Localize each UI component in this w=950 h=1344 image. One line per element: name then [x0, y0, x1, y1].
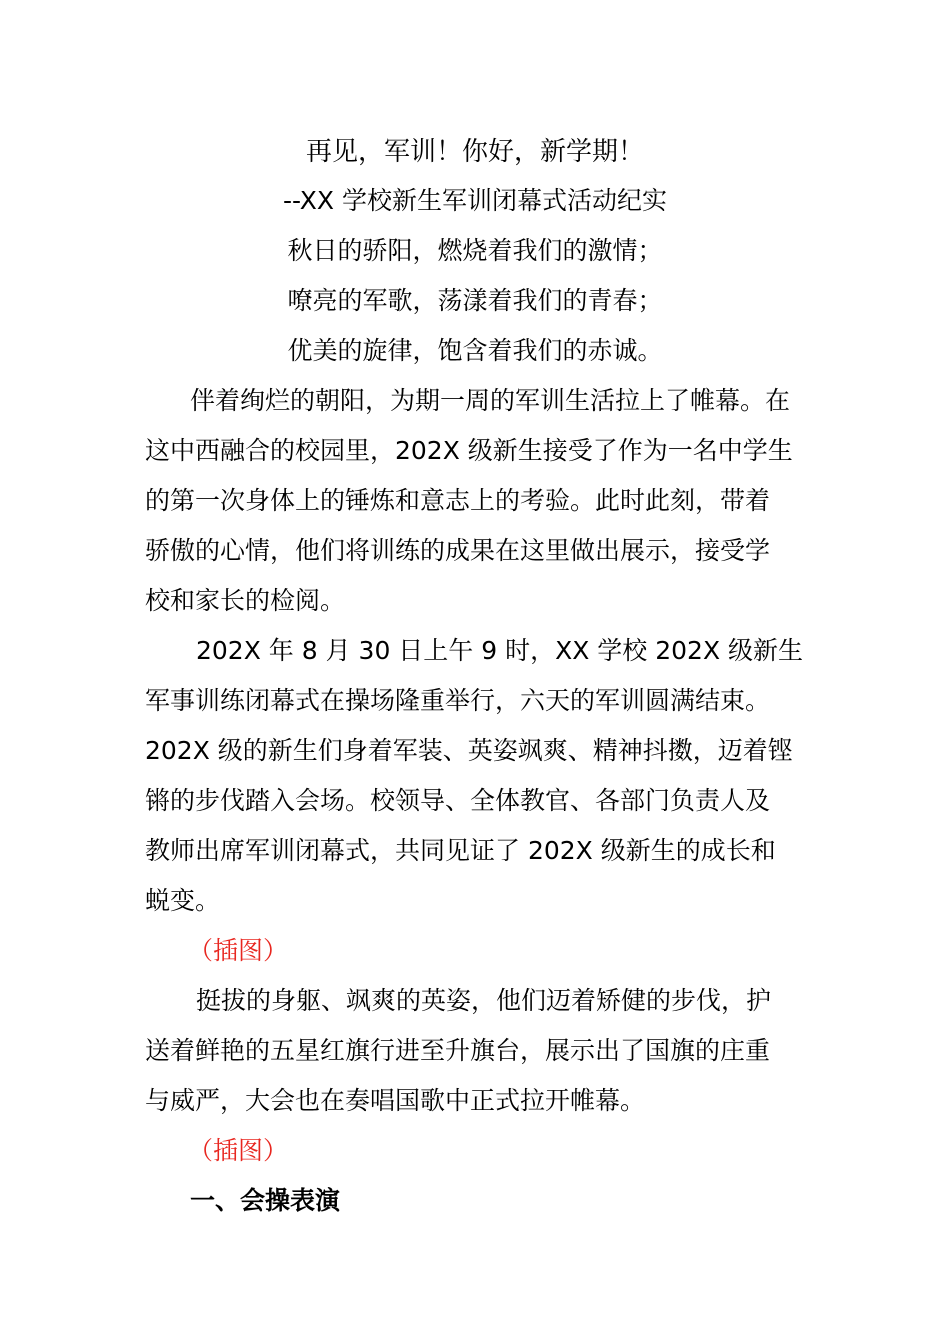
paragraph-line: 202X 级的新生们身着军装、英姿飒爽、精神抖擞，迈着铿 [145, 736, 793, 765]
document-subtitle: --XX 学校新生军训闭幕式活动纪实 [283, 186, 667, 215]
section-heading: 一、会操表演 [190, 1186, 341, 1215]
image-placeholder: （插图） [188, 1136, 289, 1165]
paragraph-line: 伴着绚烂的朝阳，为期一周的军训生活拉上了帷幕。在 [190, 386, 791, 415]
paragraph-line: 送着鲜艳的五星红旗行进至升旗台，展示出了国旗的庄重 [145, 1036, 771, 1065]
paragraph-line: 202X 年 8 月 30 日上午 9 时，XX 学校 202X 级新生 [196, 636, 804, 665]
paragraph-line: 骄傲的心情，他们将训练的成果在这里做出展示，接受学 [145, 536, 771, 565]
paragraph-line: 蜕变。 [145, 886, 221, 915]
poem-line: 秋日的骄阳，燃烧着我们的激情； [287, 236, 663, 265]
paragraph-line: 的第一次身体上的锤炼和意志上的考验。此时此刻，带着 [145, 486, 771, 515]
paragraph-line: 军事训练闭幕式在操场隆重举行，六天的军训圆满结束。 [145, 686, 771, 715]
image-placeholder: （插图） [188, 936, 289, 965]
paragraph-line: 教师出席军训闭幕式，共同见证了 202X 级新生的成长和 [145, 836, 776, 865]
paragraph-line: 与威严，大会也在奏唱国歌中正式拉开帷幕。 [145, 1086, 646, 1115]
poem-line: 嘹亮的军歌，荡漾着我们的青春； [287, 286, 663, 315]
document-title: 再见，军训！你好，新学期！ [305, 137, 644, 167]
paragraph-line: 这中西融合的校园里，202X 级新生接受了作为一名中学生 [145, 436, 793, 465]
paragraph-line: 挺拔的身躯、飒爽的英姿，他们迈着矫健的步伐，护 [196, 986, 772, 1015]
paragraph-line: 校和家长的检阅。 [145, 586, 346, 615]
poem-line: 优美的旋律，饱含着我们的赤诚。 [287, 336, 663, 365]
paragraph-line: 锵的步伐踏入会场。校领导、全体教官、各部门负责人及 [145, 786, 771, 815]
